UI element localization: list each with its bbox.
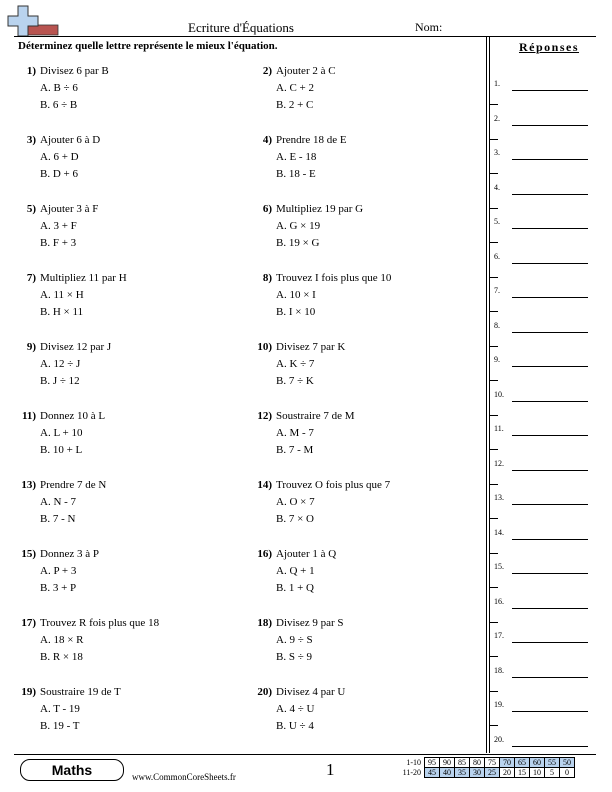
answer-separator [490,104,498,105]
answer-line[interactable] [494,79,594,93]
option-b: B. J ÷ 12 [40,375,80,387]
question-number: 14) [257,479,272,491]
option-b: B. 1 + Q [276,582,314,594]
option-b: B. F + 3 [40,237,77,249]
score-row [392,768,575,778]
answer-underline [512,470,588,471]
answer-underline [512,297,588,298]
answer-underline [512,573,588,574]
answer-underline [512,746,588,747]
question-text: Ajouter 1 à Q [276,548,337,560]
option-a: A. P + 3 [40,565,77,577]
option-a: A. B ÷ 6 [40,82,78,94]
score-cell: 0 [560,768,575,778]
answer-column-divider [486,37,487,753]
option-a: A. 18 × R [40,634,84,646]
option-a: A. L + 10 [40,427,83,439]
answer-separator [490,208,498,209]
answer-line[interactable] [494,217,594,231]
answer-line[interactable] [494,321,594,335]
question-text: Prendre 7 de N [40,479,107,491]
answer-separator [490,656,498,657]
answer-underline [512,711,588,712]
answer-line[interactable] [494,700,594,714]
question-number: 13) [21,479,36,491]
question-text: Donnez 10 à L [40,410,106,422]
answer-number: 10. [494,389,504,399]
answer-number: 14. [494,527,504,537]
answer-line[interactable] [494,631,594,645]
option-a: A. G × 19 [276,220,321,232]
answer-separator [490,553,498,554]
option-a: A. 6 + D [40,151,79,163]
question-number: 2) [262,65,272,77]
answer-underline [512,677,588,678]
question-text: Prendre 18 de E [276,134,347,146]
score-cell: 15 [515,768,530,778]
answer-underline [512,228,588,229]
answers-title: Réponses [518,40,579,54]
score-cell: 35 [455,768,470,778]
answer-number: 15. [494,562,504,571]
score-cell: 60 [530,758,545,768]
option-b: B. I × 10 [276,306,316,318]
score-cell: 50 [560,758,575,768]
website-link[interactable]: www.CommonCoreSheets.fr [132,772,236,782]
answer-number: 8. [494,320,500,330]
answer-number: 19. [494,700,504,709]
answer-line[interactable] [494,148,594,162]
answer-number: 17. [494,631,504,640]
option-b: B. 18 - E [276,168,316,180]
answer-separator [490,449,498,450]
score-cell: 65 [515,758,530,768]
score-table [392,757,575,778]
option-a: A. 3 + F [40,220,77,232]
score-cell: 10 [530,768,545,778]
option-b: B. 3 + P [40,582,77,594]
answer-number: 18. [494,665,504,675]
answer-number: 6. [494,251,500,261]
option-b: B. H × 11 [40,306,84,318]
question-number: 7) [26,272,36,284]
score-cell: 75 [485,758,500,768]
question-text: Ajouter 2 à C [276,65,336,77]
option-b: B. 7 × O [276,513,314,525]
question-text: Donnez 3 à P [40,548,99,560]
answer-line[interactable] [494,597,594,611]
answer-line[interactable] [494,424,594,438]
answer-underline [512,159,588,160]
question-text: Trouvez I fois plus que 10 [276,272,392,284]
question-number: 3) [26,134,36,146]
option-b: B. 7 - M [276,444,314,456]
answer-line[interactable] [494,459,594,473]
score-cell: 25 [485,768,500,778]
option-b: B. 10 + L [40,444,83,456]
answer-separator [490,691,498,692]
option-a: A. C + 2 [276,82,314,94]
page-number: 1 [326,760,335,779]
answer-line[interactable] [494,286,594,300]
question-text: Divisez 4 par U [276,686,346,698]
answer-separator [490,242,498,243]
answer-line[interactable] [494,528,594,542]
score-cell: 45 [425,768,440,778]
answer-number: 7. [494,286,500,295]
question-number: 6) [262,203,272,215]
worksheet-title: Ecriture d'Équations [188,20,294,35]
question-text: Ajouter 6 à D [40,134,101,146]
answer-separator [490,277,498,278]
score-cell: 70 [500,758,515,768]
score-cell: 20 [500,768,515,778]
option-a: A. M - 7 [276,427,314,439]
option-b: B. 6 ÷ B [40,99,78,111]
question-number: 8) [262,272,272,284]
answer-separator [490,518,498,519]
option-b: B. R × 18 [40,651,83,663]
answer-number: 2. [494,113,500,123]
question-number: 1) [26,65,36,77]
answer-separator [490,622,498,623]
option-a: A. 4 ÷ U [276,703,315,715]
answer-underline [512,194,588,195]
answer-line[interactable] [494,562,594,576]
option-a: A. K ÷ 7 [276,358,315,370]
question-number: 10) [257,341,272,353]
answer-number: 12. [494,458,504,468]
footer-divider [14,754,596,755]
question-number: 16) [257,548,272,560]
score-row [392,758,575,768]
answer-number: 3. [494,148,500,157]
question-number: 4) [262,134,272,146]
question-text: Divisez 9 par S [276,617,344,629]
option-b: B. S ÷ 9 [276,651,312,663]
name-label: Nom: [415,20,443,34]
answer-separator [490,139,498,140]
question-text: Divisez 7 par K [276,341,346,353]
option-a: A. E - 18 [276,151,317,163]
answer-separator [490,484,498,485]
answer-line[interactable] [494,390,594,404]
question-text: Trouvez O fois plus que 7 [276,479,391,491]
answer-number: 20. [494,734,504,744]
answer-underline [512,642,588,643]
question-number: 9) [26,341,36,353]
question-text: Soustraire 7 de M [276,410,355,422]
answer-number: 13. [494,493,504,502]
option-a: A. 10 × I [276,289,316,301]
question-number: 15) [21,548,36,560]
option-b: B. U ÷ 4 [276,720,314,732]
answer-number: 1. [494,79,500,88]
answer-underline [512,366,588,367]
answer-number: 11. [494,424,504,433]
answer-separator [490,415,498,416]
score-cell: 90 [440,758,455,768]
answer-line[interactable] [494,114,594,128]
answer-number: 9. [494,355,500,364]
answer-number: 16. [494,596,504,606]
answer-underline [512,608,588,609]
score-cell: 40 [440,768,455,778]
option-a: A. 12 ÷ J [40,358,81,370]
option-a: A. O × 7 [276,496,315,508]
answer-separator [490,346,498,347]
question-text: Divisez 12 par J [40,341,112,353]
question-number: 18) [257,617,272,629]
option-b: B. 7 - N [40,513,76,525]
answer-line[interactable] [494,183,594,197]
option-a: A. 11 × H [40,289,84,301]
question-text: Multipliez 11 par H [40,272,127,284]
answer-separator [490,311,498,312]
answer-line[interactable] [494,252,594,266]
answer-line[interactable] [494,493,594,507]
answer-underline [512,504,588,505]
score-cell: 80 [470,758,485,768]
option-b: B. D + 6 [40,168,78,180]
question-text: Ajouter 3 à F [40,203,99,215]
score-range-label: 1-10 [406,758,421,767]
answer-separator [490,380,498,381]
answer-underline [512,401,588,402]
option-a: A. 9 ÷ S [276,634,313,646]
instructions: Déterminez quelle lettre représente le mieux l'équation. [18,40,278,52]
score-range-label: 11-20 [402,768,421,777]
header-divider [14,36,596,37]
question-number: 20) [257,686,272,698]
question-number: 19) [21,686,36,698]
question-text: Divisez 6 par B [40,65,109,77]
question-text: Trouvez R fois plus que 18 [40,617,160,629]
answer-separator [490,725,498,726]
answer-separator [490,587,498,588]
answer-line[interactable] [494,735,594,749]
option-a: A. Q + 1 [276,565,315,577]
question-text: Multipliez 19 par G [276,203,364,215]
answer-number: 4. [494,182,500,192]
option-a: A. N - 7 [40,496,77,508]
answer-underline [512,125,588,126]
option-b: B. 7 ÷ K [276,375,314,387]
option-b: B. 19 - T [40,720,80,732]
plus-logo-icon [4,3,70,37]
score-cell: 5 [545,768,560,778]
score-cell: 95 [425,758,440,768]
answer-column-divider [489,37,490,753]
answer-underline [512,332,588,333]
subject-badge: Maths [20,759,124,781]
answer-underline [512,90,588,91]
answer-underline [512,263,588,264]
answer-line[interactable] [494,355,594,369]
score-cell: 30 [470,768,485,778]
score-cell: 55 [545,758,560,768]
option-a: A. T - 19 [40,703,80,715]
option-b: B. 19 × G [276,237,320,249]
question-text: Soustraire 19 de T [40,686,121,698]
score-cell: 85 [455,758,470,768]
question-number: 5) [26,203,36,215]
question-number: 17) [21,617,36,629]
answer-number: 5. [494,217,500,226]
answer-underline [512,435,588,436]
answer-underline [512,539,588,540]
answer-separator [490,173,498,174]
question-number: 12) [257,410,272,422]
option-b: B. 2 + C [276,99,314,111]
question-number: 11) [21,410,36,422]
answer-line[interactable] [494,666,594,680]
